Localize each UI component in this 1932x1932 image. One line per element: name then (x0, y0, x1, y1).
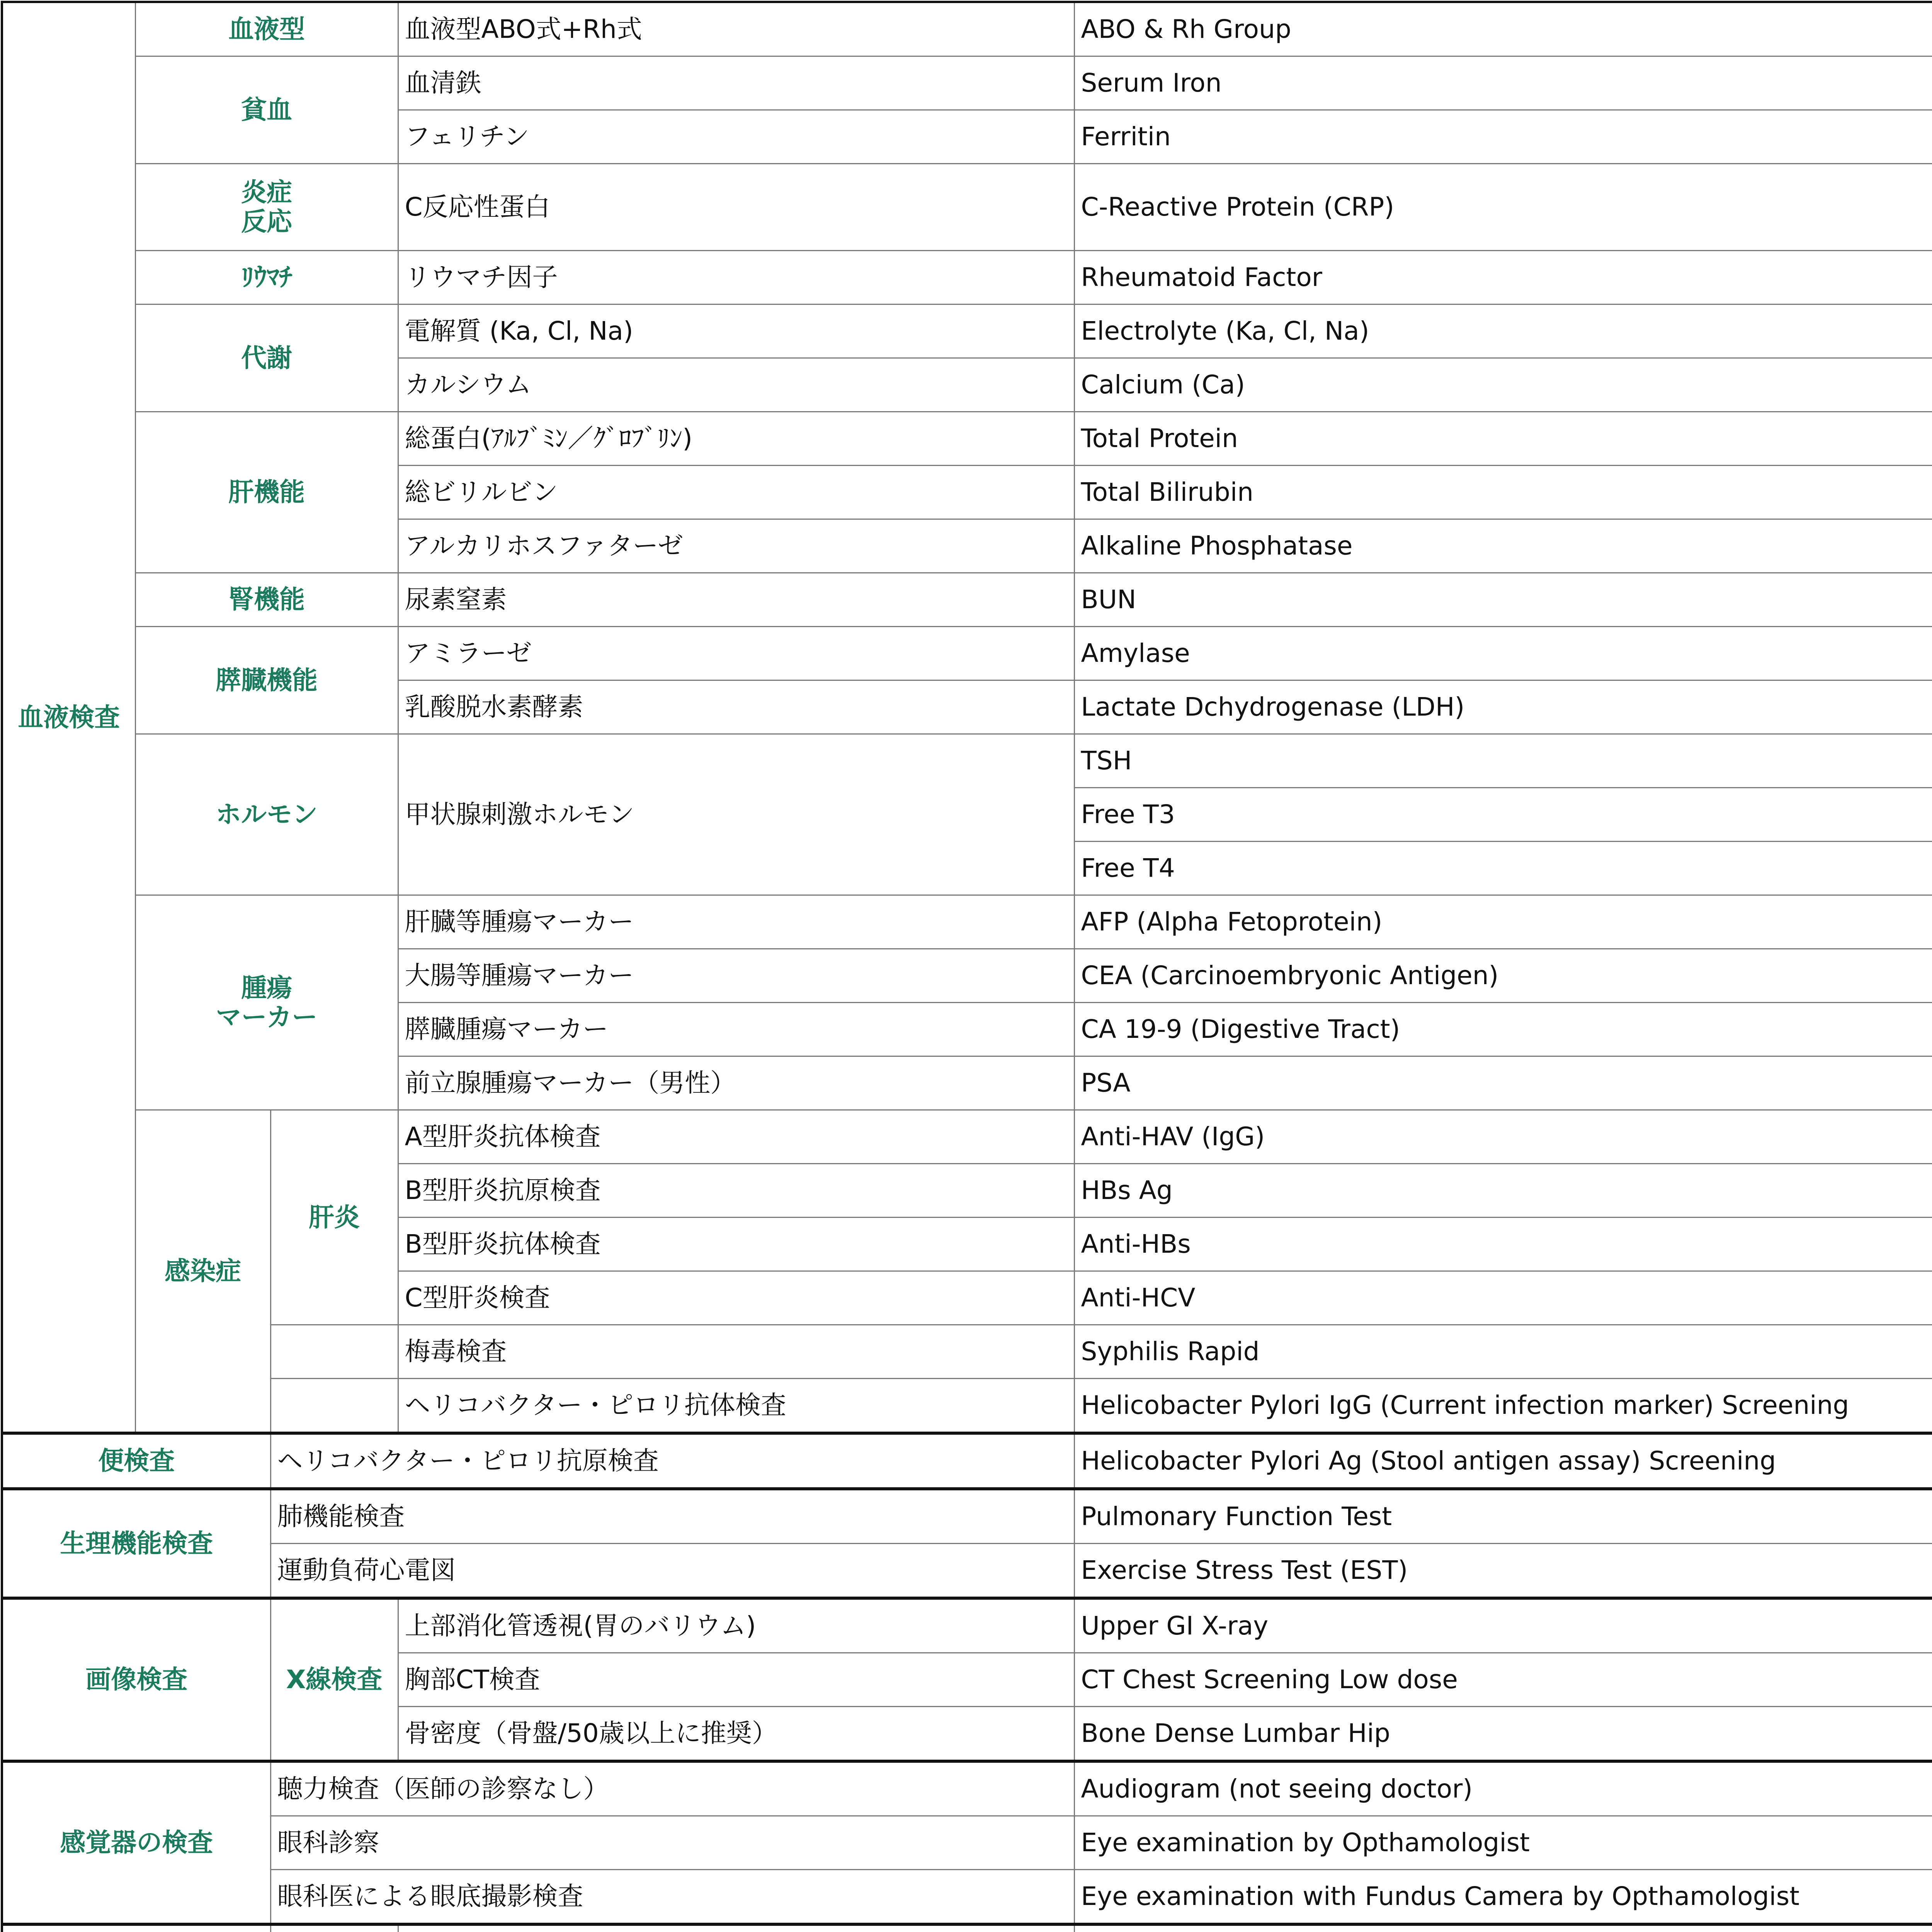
test-name-en: Electrolyte (Ka, Cl, Na) (1074, 304, 1932, 358)
category-physiological-test: 生理機能検査 (2, 1489, 270, 1598)
test-name-en: Anti-HCV (1074, 1271, 1932, 1325)
test-name-en: Total Bilirubin (1074, 466, 1932, 519)
test-name-en: BUN (1074, 573, 1932, 627)
table-row (2, 251, 1932, 304)
table-row (2, 1379, 1932, 1434)
subcategory-tumor-marker-line2: マーカー (216, 1002, 318, 1032)
test-name-en: TSH (1074, 734, 1932, 788)
test-name-jp: 肺機能検査 (270, 1489, 1074, 1544)
test-name-en: Serum Iron (1074, 56, 1932, 110)
table-row (2, 734, 1932, 788)
subcategory-rheumatism: ﾘｳﾏﾁ (135, 251, 398, 304)
test-name-jp: 大腸等腫瘍マーカー (398, 949, 1074, 1003)
test-name-jp: 総ビリルビン (398, 466, 1074, 519)
subcategory-infection: 感染症 (135, 1110, 270, 1434)
test-name-jp: 肝臓等腫瘍マーカー (398, 895, 1074, 949)
test-name-en: Helicobacter Pylori Ag (Stool antigen assay) Screening (1074, 1433, 1932, 1489)
table-row (2, 573, 1932, 627)
test-name-jp: カルシウム (398, 358, 1074, 412)
test-name-jp: 総蛋白(ｱﾙﾌﾞﾐﾝ／ｸﾞﾛﾌﾞﾘﾝ) (398, 412, 1074, 466)
test-name-en: Lactate Dchydrogenase (LDH) (1074, 680, 1932, 734)
test-name-jp: B型肝炎抗原検査 (398, 1164, 1074, 1218)
table-row (2, 1489, 1932, 1544)
test-name-jp: 上部消化管透視(胃のバリウム) (398, 1598, 1074, 1653)
subcategory-kidney-function: 腎機能 (135, 573, 398, 627)
table-row (2, 304, 1932, 358)
table-row (2, 1598, 1932, 1653)
table-row (2, 1816, 1932, 1870)
test-name-en: Eye examination with Fundus Camera by Opthamologist (1074, 1870, 1932, 1925)
table-row (2, 164, 1932, 251)
test-name-en: Anti-HBs (1074, 1218, 1932, 1271)
table-row (2, 627, 1932, 680)
empty-cell (270, 1379, 398, 1434)
subcategory-xray: X線検査 (270, 1598, 398, 1761)
test-name-en: Amylase (1074, 627, 1932, 680)
test-name-en: Syphilis Rapid (1074, 1325, 1932, 1379)
subcategory-hepatitis: 肝炎 (270, 1110, 398, 1325)
subcategory-inflammation-line2: 反応 (241, 207, 292, 236)
test-name-jp: 乳酸脱水素酵素 (398, 680, 1074, 734)
subcategory-inflammation-line1: 炎症 (241, 177, 292, 207)
subcategory-metabolism: 代謝 (135, 304, 398, 412)
test-name-jp: 骨密度（骨盤/50歳以上に推奨） (398, 1707, 1074, 1762)
subcategory-tumor-marker-line1: 腫瘍 (241, 973, 292, 1003)
test-name-en: Exercise Stress Test (EST) (1074, 1544, 1932, 1599)
category-stool-test: 便検査 (2, 1433, 270, 1489)
test-name-en: Eye examination by Opthamologist (1074, 1816, 1932, 1870)
subcategory-tumor-marker (135, 895, 398, 1110)
table-row (2, 1544, 1932, 1599)
table-row (2, 1761, 1932, 1816)
table-row (2, 895, 1932, 949)
subcategory-anemia: 貧血 (135, 56, 398, 164)
test-name-en (1074, 1924, 1932, 1932)
test-name-jp: B型肝炎抗体検査 (398, 1218, 1074, 1271)
test-name-en: PSA (1074, 1056, 1932, 1110)
test-name-jp: A型肝炎抗体検査 (398, 1110, 1074, 1164)
test-name-en: CT Chest Screening Low dose (1074, 1653, 1932, 1707)
test-name-jp: C型肝炎検査 (398, 1271, 1074, 1325)
subcategory-women-blood (270, 1924, 398, 1932)
test-name-jp: 運動負荷心電図 (270, 1544, 1074, 1599)
test-name-en: Total Protein (1074, 412, 1932, 466)
test-name-en: Rheumatoid Factor (1074, 251, 1932, 304)
test-name-jp: 膵臓腫瘍マーカー (398, 1003, 1074, 1056)
price-list-table (1, 1, 1932, 1932)
table-row (2, 1325, 1932, 1379)
test-name-jp: C反応性蛋白 (398, 164, 1074, 251)
empty-cell (270, 1325, 398, 1379)
category-blood-test: 血液検査 (2, 2, 135, 1433)
test-name-jp: フェリチン (398, 110, 1074, 164)
test-name-en: Bone Dense Lumbar Hip (1074, 1707, 1932, 1762)
table-row (2, 1110, 1932, 1164)
test-name-en: HBs Ag (1074, 1164, 1932, 1218)
subcategory-pancreas-function: 膵臓機能 (135, 627, 398, 734)
test-name-en: CEA (Carcinoembryonic Antigen) (1074, 949, 1932, 1003)
test-name-jp: 尿素窒素 (398, 573, 1074, 627)
subcategory-blood-type: 血液型 (135, 2, 398, 56)
test-name-en: Free T4 (1074, 842, 1932, 895)
table-row (2, 412, 1932, 466)
test-name-en: AFP (Alpha Fetoprotein) (1074, 895, 1932, 949)
test-name-en: Ferritin (1074, 110, 1932, 164)
subcategory-liver-function: 肝機能 (135, 412, 398, 573)
test-name-en: Free T3 (1074, 788, 1932, 842)
test-name-en: Alkaline Phosphatase (1074, 519, 1932, 573)
table-row (2, 1433, 1932, 1489)
category-women-test (2, 1924, 270, 1932)
subcategory-hormone: ホルモン (135, 734, 398, 895)
test-name-jp: 聴力検査（医師の診察なし） (270, 1761, 1074, 1816)
test-name-jp: リウマチ因子 (398, 251, 1074, 304)
test-name-en: CA 19-9 (Digestive Tract) (1074, 1003, 1932, 1056)
category-sensory-test: 感覚器の検査 (2, 1761, 270, 1924)
test-name-jp: 前立腺腫瘍マーカー（男性） (398, 1056, 1074, 1110)
test-name-en: Anti-HAV (IgG) (1074, 1110, 1932, 1164)
test-name-jp: 眼科診察 (270, 1816, 1074, 1870)
test-name-en: Audiogram (not seeing doctor) (1074, 1761, 1932, 1816)
test-name-jp: 眼科医による眼底撮影検査 (270, 1870, 1074, 1925)
test-name-jp (398, 1924, 1074, 1932)
subcategory-inflammation (135, 164, 398, 251)
test-name-jp: アミラーゼ (398, 627, 1074, 680)
test-name-jp: 血液型ABO式+Rh式 (398, 2, 1074, 56)
test-name-en: ABO & Rh Group (1074, 2, 1932, 56)
table-row (2, 56, 1932, 110)
test-name-jp: ヘリコバクター・ピロリ抗体検査 (398, 1379, 1074, 1434)
test-name-jp: ヘリコバクター・ピロリ抗原検査 (270, 1433, 1074, 1489)
test-name-en: Upper GI X-ray (1074, 1598, 1932, 1653)
test-name-jp: 梅毒検査 (398, 1325, 1074, 1379)
test-name-jp: 電解質 (Ka, Cl, Na) (398, 304, 1074, 358)
test-name-jp: 甲状腺刺激ホルモン (398, 734, 1074, 895)
test-name-en: Pulmonary Function Test (1074, 1489, 1932, 1544)
table-row (2, 1870, 1932, 1925)
test-name-jp: 血清鉄 (398, 56, 1074, 110)
category-imaging: 画像検査 (2, 1598, 270, 1761)
test-name-en: C-Reactive Protein (CRP) (1074, 164, 1932, 251)
table-row (2, 1924, 1932, 1932)
table-row (2, 2, 1932, 56)
test-name-jp: 胸部CT検査 (398, 1653, 1074, 1707)
test-name-en: Helicobacter Pylori IgG (Current infection marker) Screening (1074, 1379, 1932, 1434)
test-name-jp: アルカリホスファターゼ (398, 519, 1074, 573)
test-name-en: Calcium (Ca) (1074, 358, 1932, 412)
